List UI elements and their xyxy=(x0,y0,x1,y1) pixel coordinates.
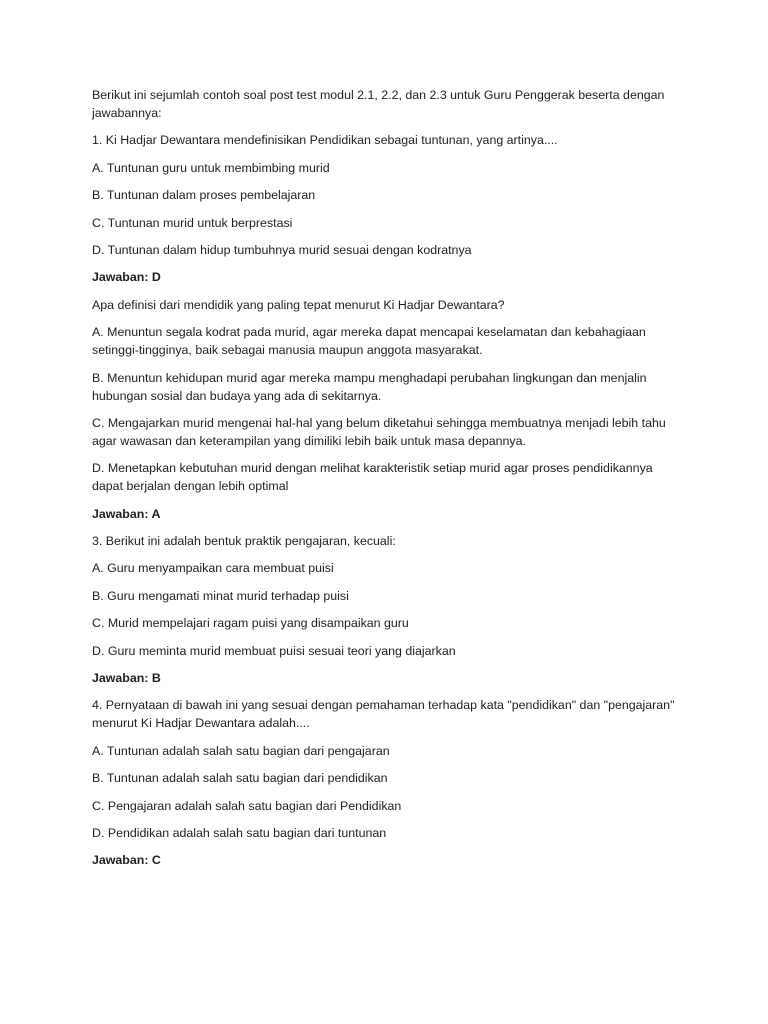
question-4-option-c: C. Pengajaran adalah salah satu bagian dari Pendidikan xyxy=(92,798,402,813)
question-1-option-c: C. Tuntunan murid untuk berprestasi xyxy=(92,215,293,230)
question-3-text: 3. Berikut ini adalah bentuk praktik pengajaran, kecuali: xyxy=(92,534,396,549)
question-1-option-a: A. Tuntunan guru untuk membimbing murid xyxy=(92,160,330,175)
question-2-option-b: B. Menuntun kehidupan murid agar mereka mampu menghadapi perubahan lingkungan dan menjalin hubungan sosial dan budaya yang ada di sekitarnya. xyxy=(92,370,647,403)
question-1-text: 1. Ki Hadjar Dewantara mendefinisikan Pendidikan sebagai tuntunan, yang artinya.... xyxy=(92,133,558,148)
question-4-answer: Jawaban: C xyxy=(92,853,161,868)
question-2-text: Apa definisi dari mendidik yang paling tepat menurut Ki Hadjar Dewantara? xyxy=(92,297,505,312)
question-3-option-a: A. Guru menyampaikan cara membuat puisi xyxy=(92,561,334,576)
question-2-answer: Jawaban: A xyxy=(92,506,161,521)
question-4-option-d: D. Pendidikan adalah salah satu bagian dari tuntunan xyxy=(92,825,387,840)
question-2-option-c: C. Mengajarkan murid mengenai hal-hal yang belum diketahui sehingga membuatnya menjadi lebih tahu agar wawasan dan keterampilan yang dimiliki lebih baik untuk masa depannya. xyxy=(92,415,666,448)
question-4-option-a: A. Tuntunan adalah salah satu bagian dari pengajaran xyxy=(92,743,390,758)
question-3-option-d: D. Guru meminta murid membuat puisi sesuai teori yang diajarkan xyxy=(92,643,456,658)
question-1-option-b: B. Tuntunan dalam proses pembelajaran xyxy=(92,188,316,203)
question-4-text: 4. Pernyataan di bawah ini yang sesuai dengan pemahaman terhadap kata "pendidikan" dan "pengajaran" menurut Ki Hadjar Dewantara adalah.... xyxy=(92,698,675,731)
question-2-option-d: D. Menetapkan kebutuhan murid dengan melihat karakteristik setiap murid agar proses pendidikannya dapat berjalan dengan lebih optimal xyxy=(92,461,653,494)
question-2-option-a: A. Menuntun segala kodrat pada murid, agar mereka dapat mencapai keselamatan dan kebahagiaan setinggi-tingginya, baik sebagai manusia maupun anggota masyarakat. xyxy=(92,325,646,358)
question-4-option-b: B. Tuntunan adalah salah satu bagian dari pendidikan xyxy=(92,771,388,786)
question-3-option-c: C. Murid mempelajari ragam puisi yang disampaikan guru xyxy=(92,616,409,631)
intro-paragraph: Berikut ini sejumlah contoh soal post test modul 2.1, 2.2, dan 2.3 untuk Guru Penggerak beserta dengan jawabannya: xyxy=(92,88,665,120)
question-1-option-d: D. Tuntunan dalam hidup tumbuhnya murid sesuai dengan kodratnya xyxy=(92,242,472,257)
document-body xyxy=(92,86,682,879)
question-1-answer: Jawaban: D xyxy=(92,270,161,285)
question-3-option-b: B. Guru mengamati minat murid terhadap puisi xyxy=(92,588,349,603)
question-3-answer: Jawaban: B xyxy=(92,671,161,686)
